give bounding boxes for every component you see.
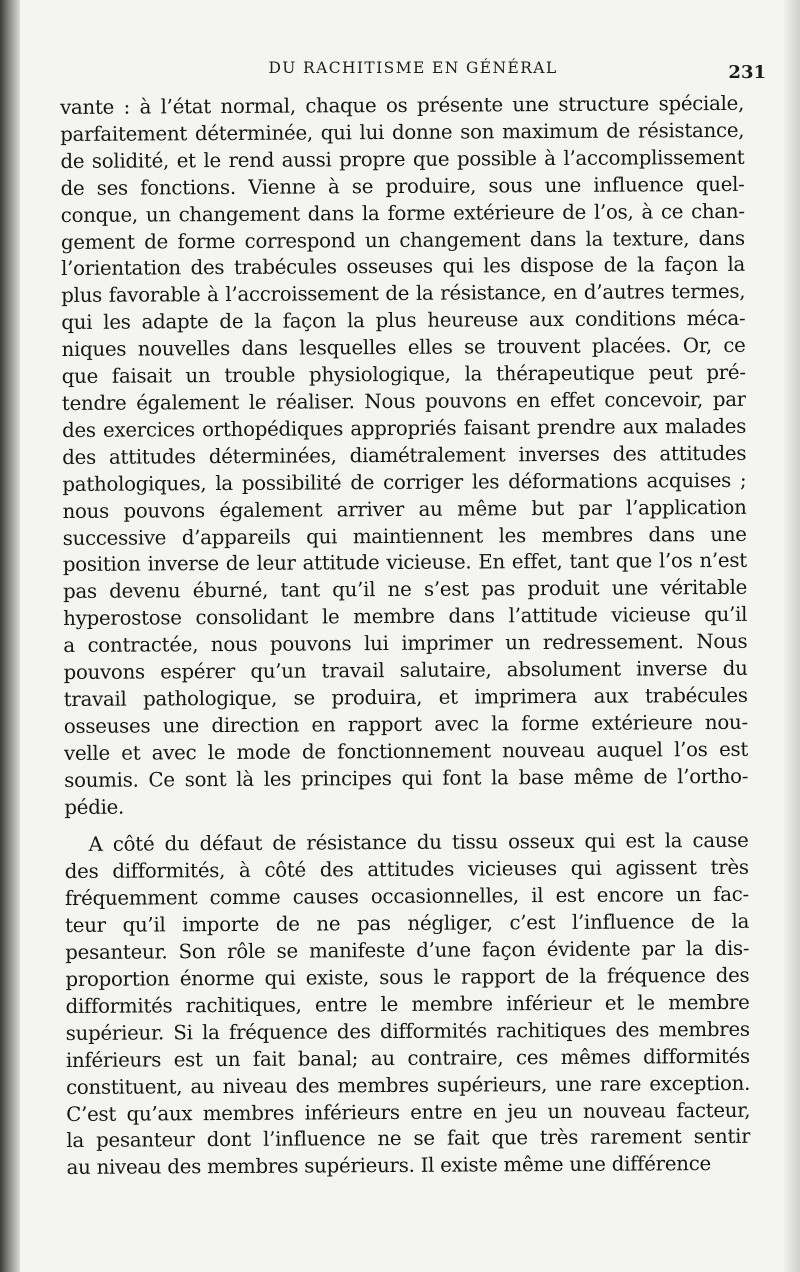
text-line: proportion énorme qui existe, sous le rapport de la fréquence des xyxy=(65,963,750,991)
text-line: que faisait un trouble physiologique, la thérapeutique peut pré- xyxy=(61,360,746,389)
running-title: DU RACHITISME EN GÉNÉRAL xyxy=(268,59,558,77)
text-line: vante : à l’état normal, chaque os présente une structure spéciale, xyxy=(60,91,745,119)
text-line: l’orientation des trabécules osseuses qui les dispose de la façon la xyxy=(60,253,746,281)
text-line: travail pathologique, se produira, et imprimera aux trabécules xyxy=(63,683,748,711)
text-line: pesanteur. Son rôle se manifeste d’une façon évidente par la dis- xyxy=(65,936,750,965)
text-line: inférieurs est un fait banal; au contraire, ces mêmes difformités xyxy=(65,1044,750,1072)
text-line: fréquemment comme causes occasionnelles, il est encore un fac- xyxy=(64,883,749,911)
body-text xyxy=(60,91,751,1182)
text-line: tendre également le réaliser. Nous pouvons en effet concevoir, par xyxy=(61,387,746,415)
text-line: nous pouvons également arriver au même but par l’application xyxy=(62,495,747,523)
text-line: des attitudes déterminées, diamétralement inverses des attitudes xyxy=(62,441,747,469)
text-line: conque, un changement dans la forme extérieure de l’os, à ce chan- xyxy=(60,199,745,227)
text-line: gement de forme correspond un changement dans la texture, dans xyxy=(60,226,745,254)
text-line: velle et avec le mode de fonctionnement nouveau auquel l’os est xyxy=(63,737,749,765)
text-line: A côté du défaut de résistance du tissu osseux qui est la cause xyxy=(88,829,749,857)
text-line: plus favorable à l’accroissement de la résistance, en d’autres termes, xyxy=(61,280,746,308)
text-line: pouvons espérer qu’un travail salutaire, absolument inverse du xyxy=(63,656,748,685)
text-line: au niveau des membres supérieurs. Il existe même une différence xyxy=(66,1152,711,1180)
paragraph xyxy=(60,91,748,822)
text-line: soumis. Ce sont là les principes qui font la base même de l’ortho- xyxy=(64,764,749,792)
text-line: qui les adapte de la façon la plus heureuse aux conditions méca- xyxy=(61,307,746,335)
page-header xyxy=(60,57,766,87)
scan-page-edge xyxy=(784,0,800,1272)
text-line: supérieur. Si la fréquence des difformités rachitiques des membres xyxy=(65,1017,750,1045)
paragraph xyxy=(65,828,751,1182)
text-line: constituent, au niveau des membres supérieurs, une rare exception. xyxy=(65,1071,751,1099)
text-line: niques nouvelles dans lesquelles elles se trouvent placées. Or, ce xyxy=(61,333,746,362)
text-line: osseuses une direction en rapport avec la forme extérieure nou- xyxy=(63,710,748,738)
text-line: C’est qu’aux membres inférieurs entre en jeu un nouveau facteur, xyxy=(66,1098,751,1126)
text-line: la pesanteur dont l’influence ne se fait que très rarement sentir xyxy=(66,1125,751,1153)
text-line: pas devenu éburné, tant qu’il ne s’est pas produit une véritable xyxy=(62,576,748,604)
text-line: hyperostose consolidant le membre dans l’attitude vicieuse qu’il xyxy=(63,603,748,631)
text-line: des exercices orthopédiques appropriés faisant prendre aux malades xyxy=(61,414,747,442)
scan-shadow-edge xyxy=(0,0,20,1272)
text-line: a contractée, nous pouvons lui imprimer un redressement. Nous xyxy=(63,629,748,658)
text-line: de ses fonctions. Vienne à se produire, sous une influence quel- xyxy=(60,172,745,200)
text-line: teur qu’il importe de ne pas négliger, c’est l’influence de la xyxy=(65,909,750,938)
text-line: position inverse de leur attitude vicieuse. En effet, tant que l’os n’est xyxy=(62,549,747,577)
text-line: successive d’appareils qui maintiennent les membres dans une xyxy=(62,522,747,550)
page-number: 231 xyxy=(728,62,766,83)
text-line: des difformités, à côté des attitudes vicieuses qui agissent très xyxy=(64,856,749,884)
text-line: pédie. xyxy=(64,795,125,819)
text-line: de solidité, et le rend aussi propre que possible à l’accomplissement xyxy=(60,145,745,173)
text-line: pathologiques, la possibilité de corriger les déformations acquises ; xyxy=(62,468,747,496)
book-page xyxy=(20,0,784,1272)
text-line: difformités rachitiques, entre le membre inférieur et le membre xyxy=(65,990,750,1018)
text-line: parfaitement déterminée, qui lui donne son maximum de résistance, xyxy=(60,118,745,146)
